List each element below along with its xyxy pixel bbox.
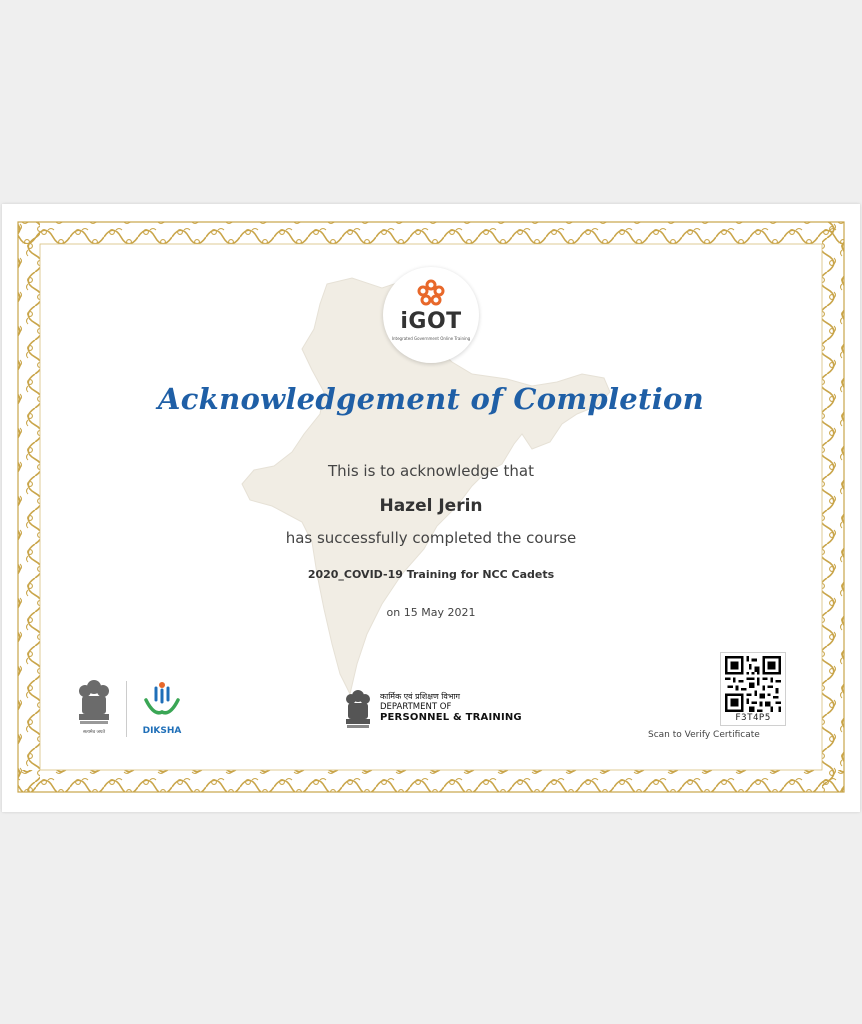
diksha-logo (138, 680, 186, 736)
dopt-personnel-training: PERSONNEL & TRAINING (380, 712, 522, 723)
qr-code-icon (725, 656, 781, 712)
igot-flower-icon (417, 279, 445, 307)
certificate-title: Acknowledgement of Completion (157, 382, 705, 416)
scan-verify-label: Scan to Verify Certificate (648, 730, 760, 740)
dopt-text-block (380, 692, 522, 723)
certificate-page (2, 204, 860, 812)
recipient-name: Hazel Jerin (379, 496, 483, 516)
dopt-department-of: DEPARTMENT OF (380, 702, 452, 712)
diksha-icon (142, 680, 182, 720)
course-name: 2020_COVID-19 Training for NCC Cadets (307, 568, 555, 581)
igot-logo (383, 267, 479, 363)
qr-code-text: F3T4P5 (735, 713, 771, 723)
ashoka-emblem-icon (342, 688, 374, 738)
ashoka-emblem-icon (74, 678, 114, 736)
igot-logo-tagline: Integrated Government Online Training (391, 336, 471, 341)
igot-logo-word: iGOT (400, 309, 462, 334)
diksha-label: DIKSHA (142, 726, 182, 736)
national-emblem (74, 678, 114, 740)
emblem-caption: सत्यमेव जयते (82, 730, 106, 735)
verification-qr-code[interactable] (720, 652, 786, 726)
dopt-emblem (342, 688, 374, 742)
completion-date: on 15 May 2021 (386, 606, 476, 619)
completed-line: has successfully completed the course (285, 529, 577, 547)
dopt-hindi-name: कार्मिक एवं प्रशिक्षण विभाग (380, 692, 461, 701)
footer-divider (126, 681, 127, 737)
acknowledge-line: This is to acknowledge that (328, 462, 534, 480)
